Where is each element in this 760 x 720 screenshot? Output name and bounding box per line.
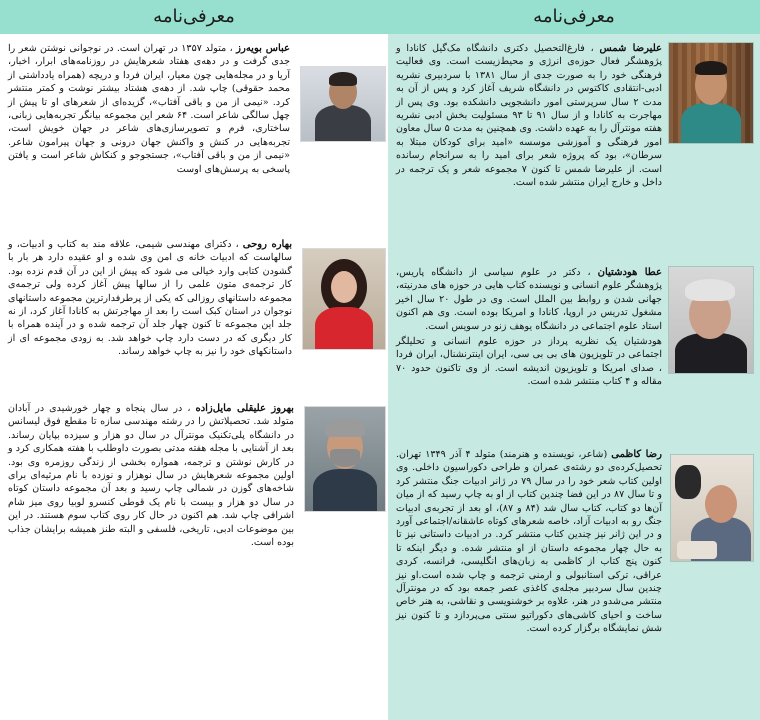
bio-text-bahareh: بهاره روحی ، دکترای مهندسی شیمی، علاقه مند به کتاب و ادبیات، و سالهاست که ادبیات خانه ی امن وی شده و او عقیده دارد هر بار با گشودن کتابی وارد خیالی می شود که پیش از این در آن قدم نزده بود. کار ترجمه‌ی متون علمی را از سالها پیش آغاز کرده ولی ترجمه‌ی مجموعه داستانهای روزالی که یکی از پرطرفدارترین مجموعه داستانهای نوجوان در استان کبک است را بعد از مهاجرتش به کانادا آغاز کرد، از نه جلد این مجموعه تا کنون چهار جلد آن ترجمه شده و در آینده همراه با کار دیگری که در دست دارد چاپ خواهد شد. به زودی مجموعه ای از داستانکهای خود را نیز به چاپ خواهد رساند.: [8, 239, 292, 358]
portrait-behrouz: [304, 406, 386, 512]
portrait-ata: [668, 266, 754, 374]
bio-body-abbas: متولد ۱۳۵۷ در تهران است. در نوجوانی نوشتن شعر را جدی گرفت و در دهه‌ی هفتاد شعرهایش در روزنامه‌های ابرار، اخبار، آریا و در مجله‌هایی چون معیار، ایران فردا و دریچه (همراه یادداشتی از محمد حقوقی) چاپ شد. از دهه‌ی هشتاد بیشتر نوشت و کمتر منتشر کرد. «نیمی از من و باقی آفتاب»، گزیده‌ای از شعرهای او تا پیش از چهل سالگی شاعر است. ۶۴ شعر این مجموعه بیانگر تجربه‌هایی زبانی، ساختاری، فرم و تصویرسازی‌های شاعر در جهان خویش است، تجربه‌هایی در کنش و واکنش جهان درونی و جهان پیرامون شاعر. «نیمی از من و باقی آفتاب»، جستجوجو و کنکاش شاعر است و یافتن پاسخی به پرسش‌های اوست: [8, 43, 290, 175]
bio-text-ata: عطا هودشتیان ، دکتر در علوم سیاسی از دانشگاه پاریس، پژوهشگر علوم انسانی و نویسنده کتاب هایی در حوزه های مدرنیته، جهانی شدن و روابط بین الملل است. وی در طول ۲۰ سال اخیر مشغول تدریس در اروپا، کانادا و امریکا بوده است. وی هم اکنون استاد علوم اجتماعی در دانشگاه یوهف زنو در سویس است. هودشتیان یک نظریه پرداز در حوزه علوم انسانی و تحلیلگر اجتماعی در تلویزیون های بی بی سی، ایران اینترنشنال، ایران فردا ، صدای امریکا و تلویزیون اندیشه است. از وی تاکنون حدود ۷۰ مقاله و ۴ کتاب منتشر شده است.: [396, 267, 662, 388]
bio-name-abbas: عباس بویه‌رز: [236, 43, 290, 54]
bio-body-behrouz: در سال پنجاه و چهار خورشیدی در آبادان متولد شد. تحصیلاتش را در رشته مهندسی سازه تا مقطع فوق لیسانس در دانشگاه پلی‌تکنیک مونترآل در سال دو هزار و سیزده بپایان رساند. بعد از آشنایی با مجله هفته مدتی بصورت داوطلب با هفته همکاری کرد و در کارش نوشتن و ترجمه، همواره بخشی از زندگی روزمره وی بود. اولین مجموعه شعرهایش در سال نوهزار و نوزده با نام مرثیه‌ای برای شاخه‌های گوزن در شمالی چاپ رسید و بعد آن مجموعه داستان کوتاه در سال دو هزار و بیست با نام یک قوطی کنسرو لوبیا روی میز شام اشرافی چاپ شد. هم اکنون در حال کار روی کتاب سوم هستند. در این بین موضوعات ادبی، تاریخی، فلسفی و البته طنز همیشه برایشان جذاب بوده است.: [8, 403, 294, 549]
portrait-abbas: [300, 66, 386, 142]
bio-body-ata: دکتر در علوم سیاسی از دانشگاه پاریس، پژوهشگر علوم انسانی و نویسنده کتاب هایی در حوزه های مدرنیته، جهانی شدن و روابط بین الملل است. وی در طول ۲۰ سال اخیر مشغول تدریس در اروپا، کانادا و امریکا بوده است. وی هم اکنون استاد علوم اجتماعی در دانشگاه یوهف زنو در سویس است.: [396, 267, 662, 332]
portrait-reza: [670, 454, 754, 562]
bio-body-alireza: فارغ‌التحصیل دکتری دانشگاه مک‌گیل کانادا و پژوهشگر فعال حوزه‌ی انرژی و محیط‌زیست است. وی فعالیت فرهنگی خود را به صورت جدی از سال ۱۳۸۱ با سردبیری نشریه ادبی-انتقادی کاکتوس در دانشگاه شریف آغاز کرد و پس از آن به مدت ۲ سال سرپرستی امور دانشجویی دانشکده بود. وی پس از مهاجرت به کانادا و از سال ۹۱ تا ۹۳ مسئولیت بخش ادبی نشریه هفته مونترآل را به عهده داشت. وی همچنین به مدت ۵ سال معاون امور فرهنگی و آموزشی موسسه «امید برای کودکان مبتلا به سرطان»، بود که پروژه شعر برای امید را به سرانجام رسانده است. از علیرضا شمس تا کنون ۷ مجموعه شعر و یک ترجمه در داخل و خارج ایران منتشر شده است.: [396, 43, 663, 189]
bio-body-reza: (شاعر، نویسنده و هنرمند) متولد ۴ آذر ۱۳۴۹ تهران. تحصیل‌کرده‌ی دو رشته‌ی عمران و طراحی دکوراسیون داخلی. وی اولین کتاب شعر خود را در سال ۷۹ در ژانر ادبیات جنگ منتشر کرد و تا سال ۸۷ در این فضا چندین کتاب از او به چاپ رسید که از میان آن‌ها دو کتاب، کتاب سال شد (۸۴ و ۸۷)، او بعد از تجربه‌ی ادبیات جنگ رو به ادبیات آزاد، خاصه شعرهای کوتاه عاشقانه/اجتماعی آورد و در این ژانر نیز چندین کتاب منتشر کرد. در ادبیات داستانی نیز تا به حال چهار مجموعه داستان از او منتشر شده. و دیگر اینکه تا کنون پنج کتاب از کاظمی به زبان‌های انگلیسی، فرانسه، کردی عراقی، ترکی استانبولی و ارمنی ترجمه و چاپ شده است.او نیز چندین سال سردبیر مجله‌ی کاغذی عصر جمعه بود که در مونترآل منتشر می‌شدو در هنر، علاوه بر خوشنویسی و نقاشی، به هنر خاص ساخت و احیای کاشی‌های دکوراتیو سنتی می‌پردازد و تا کنون نیز شش نمایشگاه برگزار کرده است.: [396, 449, 662, 635]
bio-name-ata: عطا هودشتیان: [597, 267, 662, 278]
bio-text-abbas: عباس بویه‌رز ، متولد ۱۳۵۷ در تهران است. در نوجوانی نوشتن شعر را جدی گرفت و در دهه‌ی هفتاد شعرهایش در روزنامه‌های ابرار، اخبار، آریا و در مجله‌هایی چون معیار، ایران فردا و دریچه (همراه یادداشتی از محمد حقوقی) چاپ شد. از دهه‌ی هشتاد بیشتر نوشت و کمتر منتشر کرد. «نیمی از من و باقی آفتاب»، گزیده‌ای از شعرهای او تا پیش از چهل سالگی شاعر است. ۶۴ شعر این مجموعه بیانگر تجربه‌هایی زبانی، ساختاری، فرم و تصویرسازی‌های شاعر در جهان خویش است، تجربه‌هایی در کنش و واکنش جهان درونی و جهان پیرامون شاعر. «نیمی از من و باقی آفتاب»، جستجوجو و کنکاش شاعر است و یافتن پاسخی به پرسش‌های اوست: [8, 43, 290, 175]
bio-text-behrouz: بهروز علیقلی مایل‌زاده ، در سال پنجاه و چهار خورشیدی در آبادان متولد شد. تحصیلاتش را در رشته مهندسی سازه تا مقطع فوق لیسانس در دانشگاه پلی‌تکنیک مونترآل در سال دو هزار و سیزده بپایان رساند. بعد از آشنایی با مجله هفته مدتی بصورت داوطلب با هفته همکاری کرد و در کارش نوشتن و ترجمه، همواره بخشی از زندگی روزمره وی بود. اولین مجموعه شعرهایش در سال نوهزار و نوزده با نام مرثیه‌ای برای شاخه‌های گوزن در شمالی چاپ رسید و بعد آن مجموعه داستان کوتاه در سال دو هزار و بیست با نام یک قوطی کنسرو لوبیا روی میز شام اشرافی چاپ شد. هم اکنون در حال کار روی کتاب سوم هستند. در این بین موضوعات ادبی، تاریخی، فلسفی و البته طنز همیشه برایشان جذاب بوده است.: [8, 403, 294, 549]
portrait-alireza: [668, 42, 754, 144]
bio-name-alireza: علیرضا شمس: [599, 43, 662, 54]
left-banner-title: معرفی‌نامه: [0, 0, 388, 34]
right-banner-title: معرفی‌نامه: [388, 0, 760, 34]
bio-name-behrouz: بهروز علیقلی مایل‌زاده: [195, 403, 294, 414]
bio-name-bahareh: بهاره روحی: [242, 239, 292, 250]
bio-name-reza: رضا کاظمی: [611, 449, 662, 460]
bio-body-bahareh: دکترای مهندسی شیمی، علاقه مند به کتاب و ادبیات، و سالهاست که ادبیات خانه ی امن وی شده و او عقیده دارد هر بار با گشودن کتابی وارد خیالی می شود که پیش از این در آن قدم نزده بود. کار ترجمه‌ی متون علمی را از سالها پیش آغاز کرده ولی ترجمه‌ی مجموعه داستانهای روزالی که یکی از پرطرفدارترین مجموعه داستانهای نوجوان در استان کبک است را بعد از مهاجرتش به کانادا آغاز کرد، از نه جلد این مجموعه تا کنون چهار جلد آن ترجمه شده و در آینده همراه با کار دیگری که در دست دارد چاپ خواهد شد. به زودی مجموعه ای از داستانکهای خود را نیز به چاپ خواهد رساند.: [8, 239, 292, 358]
right-column: [388, 0, 760, 720]
bio-body-ata-2: هودشتیان یک نظریه پرداز در حوزه علوم انسانی و تحلیلگر اجتماعی در تلویزیون های بی بی سی، ایران اینترنشنال، ایران فردا ، صدای امریکا و تلویزیون اندیشه است. از وی تاکنون حدود ۷۰ مقاله و ۴ کتاب منتشر شده است.: [396, 336, 662, 388]
portrait-bahareh: [302, 248, 386, 350]
bio-text-reza: [396, 448, 662, 636]
bio-text-alireza: علیرضا شمس ، فارغ‌التحصیل دکتری دانشگاه مک‌گیل کانادا و پژوهشگر فعال حوزه‌ی انرژی و محیط‌زیست است. وی فعالیت فرهنگی خود را به صورت جدی از سال ۱۳۸۱ با سردبیری نشریه ادبی-انتقادی کاکتوس در دانشگاه شریف آغاز کرد و پس از آن به مدت ۲ سال سرپرستی امور دانشجویی دانشکده بود. وی پس از مهاجرت به کانادا و از سال ۹۱ تا ۹۳ مسئولیت بخش ادبی نشریه هفته مونترآل را به عهده داشت. وی همچنین به مدت ۵ سال معاون امور فرهنگی و آموزشی موسسه «امید برای کودکان مبتلا به سرطان»، بود که پروژه شعر برای امید را به سرانجام رسانده است. از علیرضا شمس تا کنون ۷ مجموعه شعر و یک ترجمه در داخل و خارج ایران منتشر شده است.: [396, 43, 663, 189]
